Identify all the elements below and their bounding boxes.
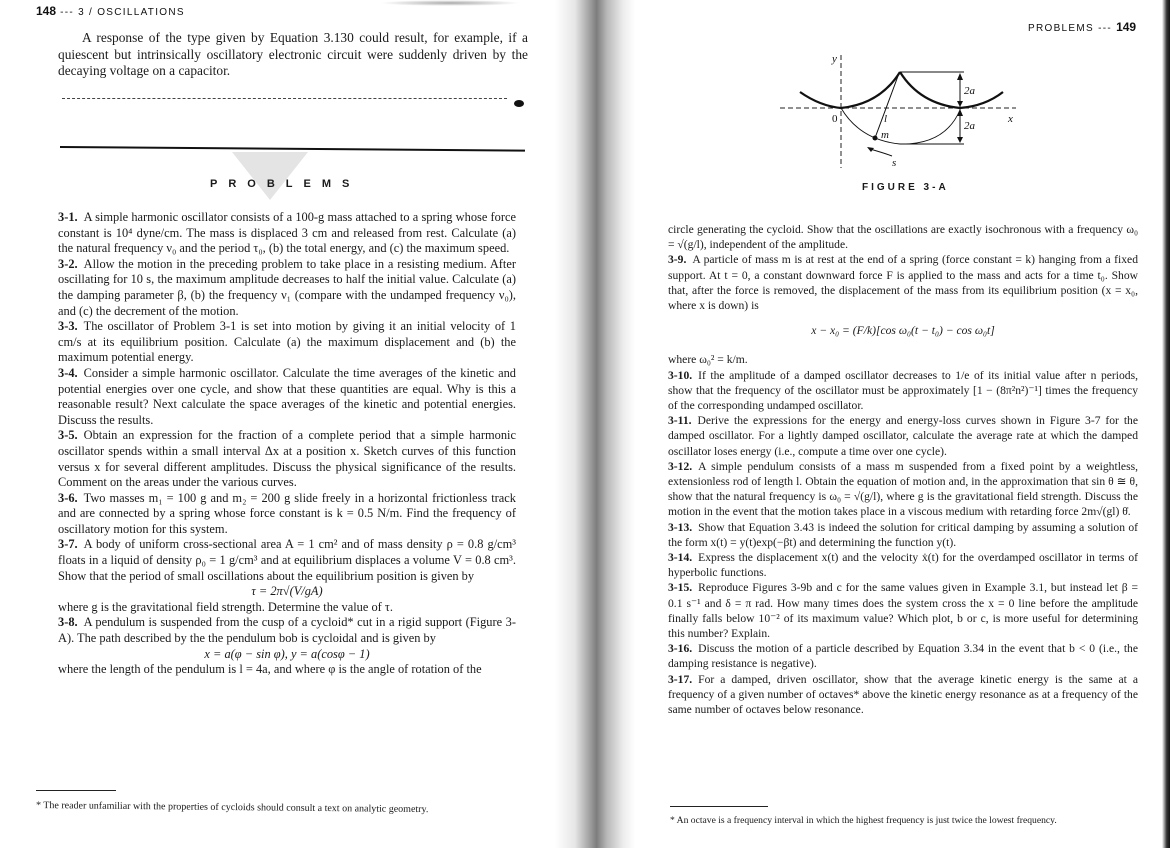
footnote-rule [36, 790, 116, 791]
problems-list-right [668, 222, 1138, 717]
section-title: PROBLEMS [210, 178, 361, 190]
problem-item: 3-7. A body of uniform cross-sectional area A = 1 cm² and of mass density ρ = 0.8 g/cm³ floats in a liquid of density ρ₀ = 1 g/cm³ and at equilibrium displaces a volume V = 0.8 cm³. Show that the period of small oscillations about the equilibrium position is given by [58, 537, 516, 583]
footnote: * An octave is a frequency interval in which the highest frequency is just twice the lowest frequency. [670, 815, 1057, 826]
running-head-right [1028, 20, 1136, 34]
running-head-left [36, 4, 185, 18]
running-head-separator: --- [60, 7, 75, 18]
arc-arrow [870, 149, 892, 156]
problem-continuation: circle generating the cycloid. Show that the oscillations are exactly isochronous with a frequency ω₀ = √(g/l), independent of the amplitude. [668, 223, 1138, 252]
footnote: * The reader unfamiliar with the properties of cycloids should consult a text on analytic geometry. [35, 800, 429, 816]
problem-item: 3-8. A pendulum is suspended from the cusp of a cycloid* cut in a rigid support (Figure 3-A). The path described by the the pendulum bob is cycloidal and is given by [58, 615, 516, 646]
figure-3a-diagram [780, 50, 1020, 170]
bob-path [841, 108, 960, 144]
problem-item: 3-17. For a damped, driven oscillator, show that the average kinetic energy is the same at a frequency of a given number of octaves* above the kinetic energy resonance as at a frequency of the same number of octaves below resonance. [668, 672, 1138, 717]
equation-followup: where ω₀² = k/m. [668, 353, 748, 367]
intro-paragraph: A response of the type given by Equation 3.130 could result, for example, if a quiescent but intrinsically oscillatory electronic circuit were suddenly driven by the decaying voltage on a capacitor. [58, 30, 528, 78]
problem-item: 3-11. Derive the expressions for the energy and energy-loss curves shown in Figure 3-7 for the damped oscillator. For a lightly damped oscillator, calculate the average rate at which the damped oscillator loses energy (i.e., compute a time over one cycle). [668, 414, 1138, 458]
section-name: PROBLEMS [1028, 23, 1094, 34]
figure-caption: FIGURE 3-A [862, 182, 949, 193]
page-number: 148 [36, 4, 57, 18]
section-rule [60, 146, 525, 152]
equation-followup: where g is the gravitational field strength. Determine the value of τ. [58, 599, 393, 614]
problem-item: 3-15. Reproduce Figures 3-9b and c for the same values given in Example 3.1, but instead let β = 0.1 s⁻¹ and δ = π rad. How many times does the system cross the x = 0 line before the amplitude finally falls below 10⁻² of its maximum value? Which plot, b or c, is more useful for determining this number? Explain. [668, 581, 1138, 641]
problem-item: 3-5. Obtain an expression for the fraction of a complete period that a simple harmonic oscillator spends within a small interval Δx at a position x. Sketch curves of this function versus x for several different amplitudes. Discuss the physical significance of the results. Comment on the areas under the various curves. [58, 428, 516, 490]
right-page [600, 0, 1170, 848]
section-divider-dashed [62, 98, 507, 99]
pendulum-bob [873, 136, 878, 141]
page-number: 149 [1116, 20, 1137, 34]
scan-shadow [380, 0, 520, 6]
problem-item: 3-12. A simple pendulum consists of a mass m suspended from a fixed point by a weightless, extensionless rod of length l. Obtain the equation of motion and, in the approximation that sin θ ≅ θ, show that the natural frequency is ω₀ = √(g/l), where g is the gravitational field strength. Discuss the motion in the event that the motion takes place in a viscous medium with retarding force 2m√(gl) θ̇. [668, 459, 1138, 519]
problem-item: 3-14. Express the displacement x(t) and the velocity ẋ(t) for the overdamped oscillator in terms of hyperbolic functions. [668, 551, 1138, 580]
x-axis-label: x [1008, 113, 1013, 125]
arc-label: s [892, 157, 897, 169]
length-label: l [884, 113, 888, 125]
problem-item: 3-6. Two masses m₁ = 100 g and m₂ = 200 g slide freely in a horizontal frictionless track and are connected by a spring whose force constant is k = 0.5 N/m. Find the frequency of oscillatory motion for this system. [58, 490, 516, 536]
y-axis-label: y [832, 53, 837, 65]
running-head-separator: --- [1098, 23, 1112, 34]
problem-item: 3-2. Allow the motion in the preceding problem to take place in a resisting medium. After oscillating for 10 s, the maximum amplitude decreases to half the initial value. Calculate (a) the damping parameter β, (b) the frequency ν₁ (compare with the undamped frequency ν₀), and (c) the decrement of the motion. [58, 256, 516, 318]
problem-item: 3-13. Show that Equation 3.43 is indeed the solution for critical damping by assuming a solution of the form x(t) = y(t)exp(−βt) and determining the function y(t). [668, 520, 1138, 549]
lower-height-label: 2a [964, 120, 975, 132]
page-edge-shadow [1162, 0, 1170, 848]
problem-item: 3-10. If the amplitude of a damped oscillator decreases to 1/e of its initial value after n periods, show that the frequency of the oscillator must be approximately [1 − (8π²n²)⁻¹] times the frequency of the corresponding undamped oscillator. [668, 368, 1138, 413]
problem-item: 3-9. A particle of mass m is at rest at the end of a spring (force constant = k) hanging from a fixed support. At t = 0, a constant downward force F is applied to the mass and acts for a time t₀. Show that, after the force is removed, the displacement of the mass from its equilibrium position (x = x₀, where x is down) is [668, 253, 1138, 313]
equation-followup: where the length of the pendulum is l = 4a, and where φ is the angle of rotation of the [58, 662, 482, 677]
footnote-rule [670, 806, 768, 807]
problem-item: 3-3. The oscillator of Problem 3-1 is set into motion by giving it an initial velocity of 1 cm/s at its equilibrium position. Calculate (a) the maximum displacement and (b) the maximum potential energy. [58, 319, 516, 365]
origin-label: 0 [832, 113, 838, 125]
equation-displacement: x − x₀ = (F/k)[cos ω₀(t − t₀) − cos ω₀t] [811, 324, 995, 338]
equation-period: τ = 2π√(V/gA) [251, 584, 323, 599]
equation-cycloid: x = a(φ − sin φ), y = a(cosφ − 1) [204, 646, 370, 661]
decorative-triangle [232, 152, 308, 200]
problem-item: 3-16. Discuss the motion of a particle described by Equation 3.34 in the event that b < 0 (i.e., the damping resistance is negative). [668, 642, 1138, 671]
cycloid-left-arch [800, 72, 900, 108]
mass-label: m [881, 129, 889, 141]
problem-item: 3-4. Consider a simple harmonic oscillator. Calculate the time averages of the kinetic and potential energies over one cycle, and show that these quantities are equal. Why is this a reasonable result? Next calculate the space averages of the kinetic and potential energies. Discuss the results. [58, 365, 516, 427]
divider-bullet [514, 100, 524, 107]
problems-list-left [58, 210, 516, 678]
chapter-title: 3 / OSCILLATIONS [78, 7, 185, 18]
problem-item: 3-1. A simple harmonic oscillator consists of a 100-g mass attached to a spring whose force constant is 10⁴ dyne/cm. The mass is displaced 3 cm and released from rest. Calculate (a) the natural frequency ν₀ and the period τ₀, (b) the total energy, and (c) the maximum speed. [58, 210, 516, 256]
upper-height-label: 2a [964, 85, 975, 97]
cycloid-right-arch [900, 72, 1003, 108]
